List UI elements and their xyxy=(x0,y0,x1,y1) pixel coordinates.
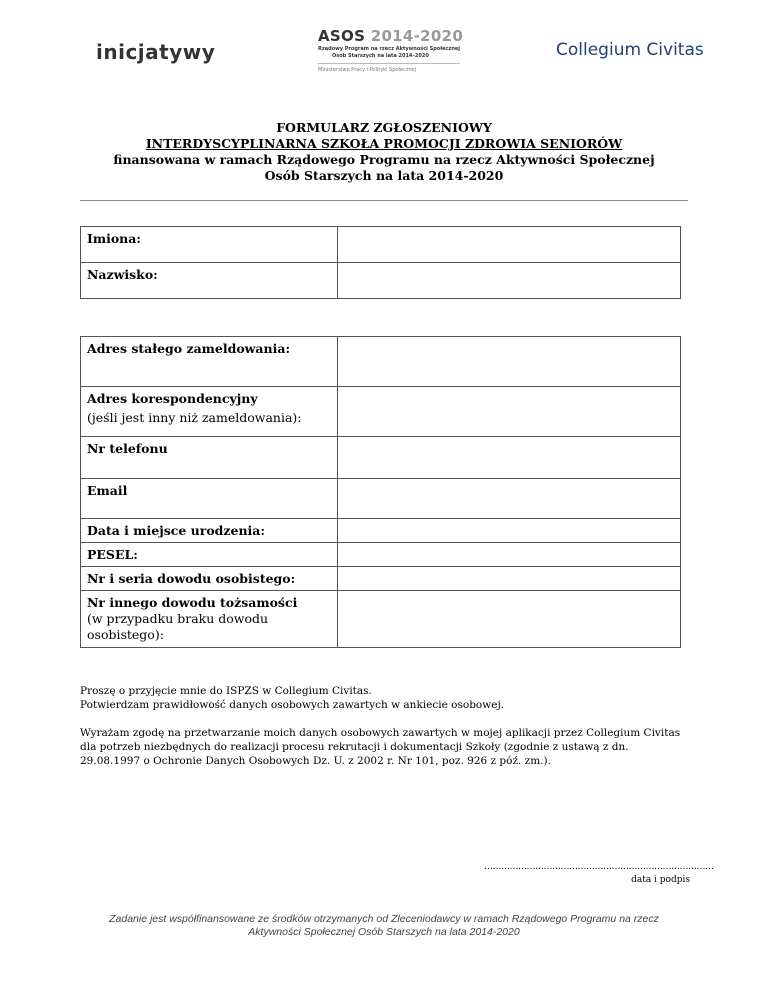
asos-program-line1: Rządowy Program na rzecz Aktywności Społecznej xyxy=(318,46,461,52)
inicjatywy-logo: inicjatywy xyxy=(96,40,216,64)
other-id-note: (w przypadku braku dowodu osobistego): xyxy=(87,611,269,642)
phone-label: Nr telefonu xyxy=(81,437,338,479)
table-row xyxy=(81,437,681,479)
table-row xyxy=(81,543,681,567)
footer-note xyxy=(80,913,688,939)
other-id-title: Nr innego dowodu tożsamości xyxy=(87,595,298,610)
last-name-label: Nazwisko: xyxy=(81,263,338,299)
correspondence-address-field[interactable] xyxy=(338,387,681,437)
footer-line-1: Zadanie jest współfinansowane ze środków otrzymanych od Zleceniodawcy w ramach Rządowego Programu na rzecz xyxy=(109,913,659,925)
first-name-label: Imiona: xyxy=(81,227,338,263)
table-row xyxy=(81,591,681,648)
asos-program-line2: Osób Starszych na lata 2014–2020 xyxy=(332,53,429,59)
table-row xyxy=(81,227,681,263)
declaration-line-1: Proszę o przyjęcie mnie do ISPZS w Collegium Civitas. xyxy=(80,685,372,697)
collegium-civitas-logo: Collegium Civitas xyxy=(556,40,704,60)
form-title xyxy=(0,120,768,184)
table-row xyxy=(81,519,681,543)
asos-divider xyxy=(318,63,460,64)
title-divider xyxy=(80,200,688,201)
footer-line-2: Aktywności Społecznej Osób Starszych na lata 2014-2020 xyxy=(248,926,520,938)
asos-logo xyxy=(318,27,468,73)
other-id-label xyxy=(81,591,338,648)
first-name-field[interactable] xyxy=(338,227,681,263)
title-line-4: Osób Starszych na lata 2014-2020 xyxy=(264,168,504,183)
table-row xyxy=(81,387,681,437)
table-row xyxy=(81,263,681,299)
declaration-line-2: Potwierdzam prawidłowość danych osobowych zawartych w ankiecie osobowej. xyxy=(80,699,505,711)
declaration-paragraph xyxy=(80,684,690,712)
birth-date-place-field[interactable] xyxy=(338,519,681,543)
email-label: Email xyxy=(81,479,338,519)
permanent-address-label: Adres stałego zameldowania: xyxy=(81,337,338,387)
asos-logo-title xyxy=(318,27,468,45)
name-table xyxy=(80,226,681,299)
email-field[interactable] xyxy=(338,479,681,519)
details-table xyxy=(80,336,681,648)
signature-line: ……………………………………………………………………… xyxy=(484,862,714,872)
last-name-field[interactable] xyxy=(338,263,681,299)
title-line-2: INTERDYSCYPLINARNA SZKOŁA PROMOCJI ZDROWIA SENIORÓW xyxy=(145,136,623,151)
pesel-field[interactable] xyxy=(338,543,681,567)
title-line-3: finansowana w ramach Rządowego Programu na rzecz Aktywności Społecznej xyxy=(113,152,655,167)
correspondence-address-title: Adres korespondencyjny xyxy=(87,391,258,406)
asos-years: 2014-2020 xyxy=(370,27,464,45)
table-row xyxy=(81,337,681,387)
id-card-field[interactable] xyxy=(338,567,681,591)
other-id-field[interactable] xyxy=(338,591,681,648)
id-card-label: Nr i seria dowodu osobistego: xyxy=(81,567,338,591)
pesel-label: PESEL: xyxy=(81,543,338,567)
table-row xyxy=(81,567,681,591)
correspondence-address-note: (jeśli jest inny niż zameldowania): xyxy=(87,410,302,425)
permanent-address-field[interactable] xyxy=(338,337,681,387)
consent-paragraph: Wyrażam zgodę na przetwarzanie moich danych osobowych zawartych w mojej aplikacji przez Collegium Civitas dla potrzeb niezbędnych do realizacji procesu rekrutacji i dokumentacji Szkoły (zgodnie z ustawą z dn. 29.08.1997 o Ochronie Danych Osobowych Dz. U. z 2002 r. Nr 101, poz. 926 z póź. zm.). xyxy=(80,727,681,767)
ministry-label: Ministerstwo Pracy i Polityki Społecznej xyxy=(318,67,416,73)
asos-name: ASOS xyxy=(318,27,366,45)
title-line-1: FORMULARZ ZGŁOSZENIOWY xyxy=(276,120,492,135)
signature-label: data i podpis xyxy=(631,875,690,885)
table-row xyxy=(81,479,681,519)
birth-date-place-label: Data i miejsce urodzenia: xyxy=(81,519,338,543)
phone-field[interactable] xyxy=(338,437,681,479)
correspondence-address-label xyxy=(81,387,338,437)
